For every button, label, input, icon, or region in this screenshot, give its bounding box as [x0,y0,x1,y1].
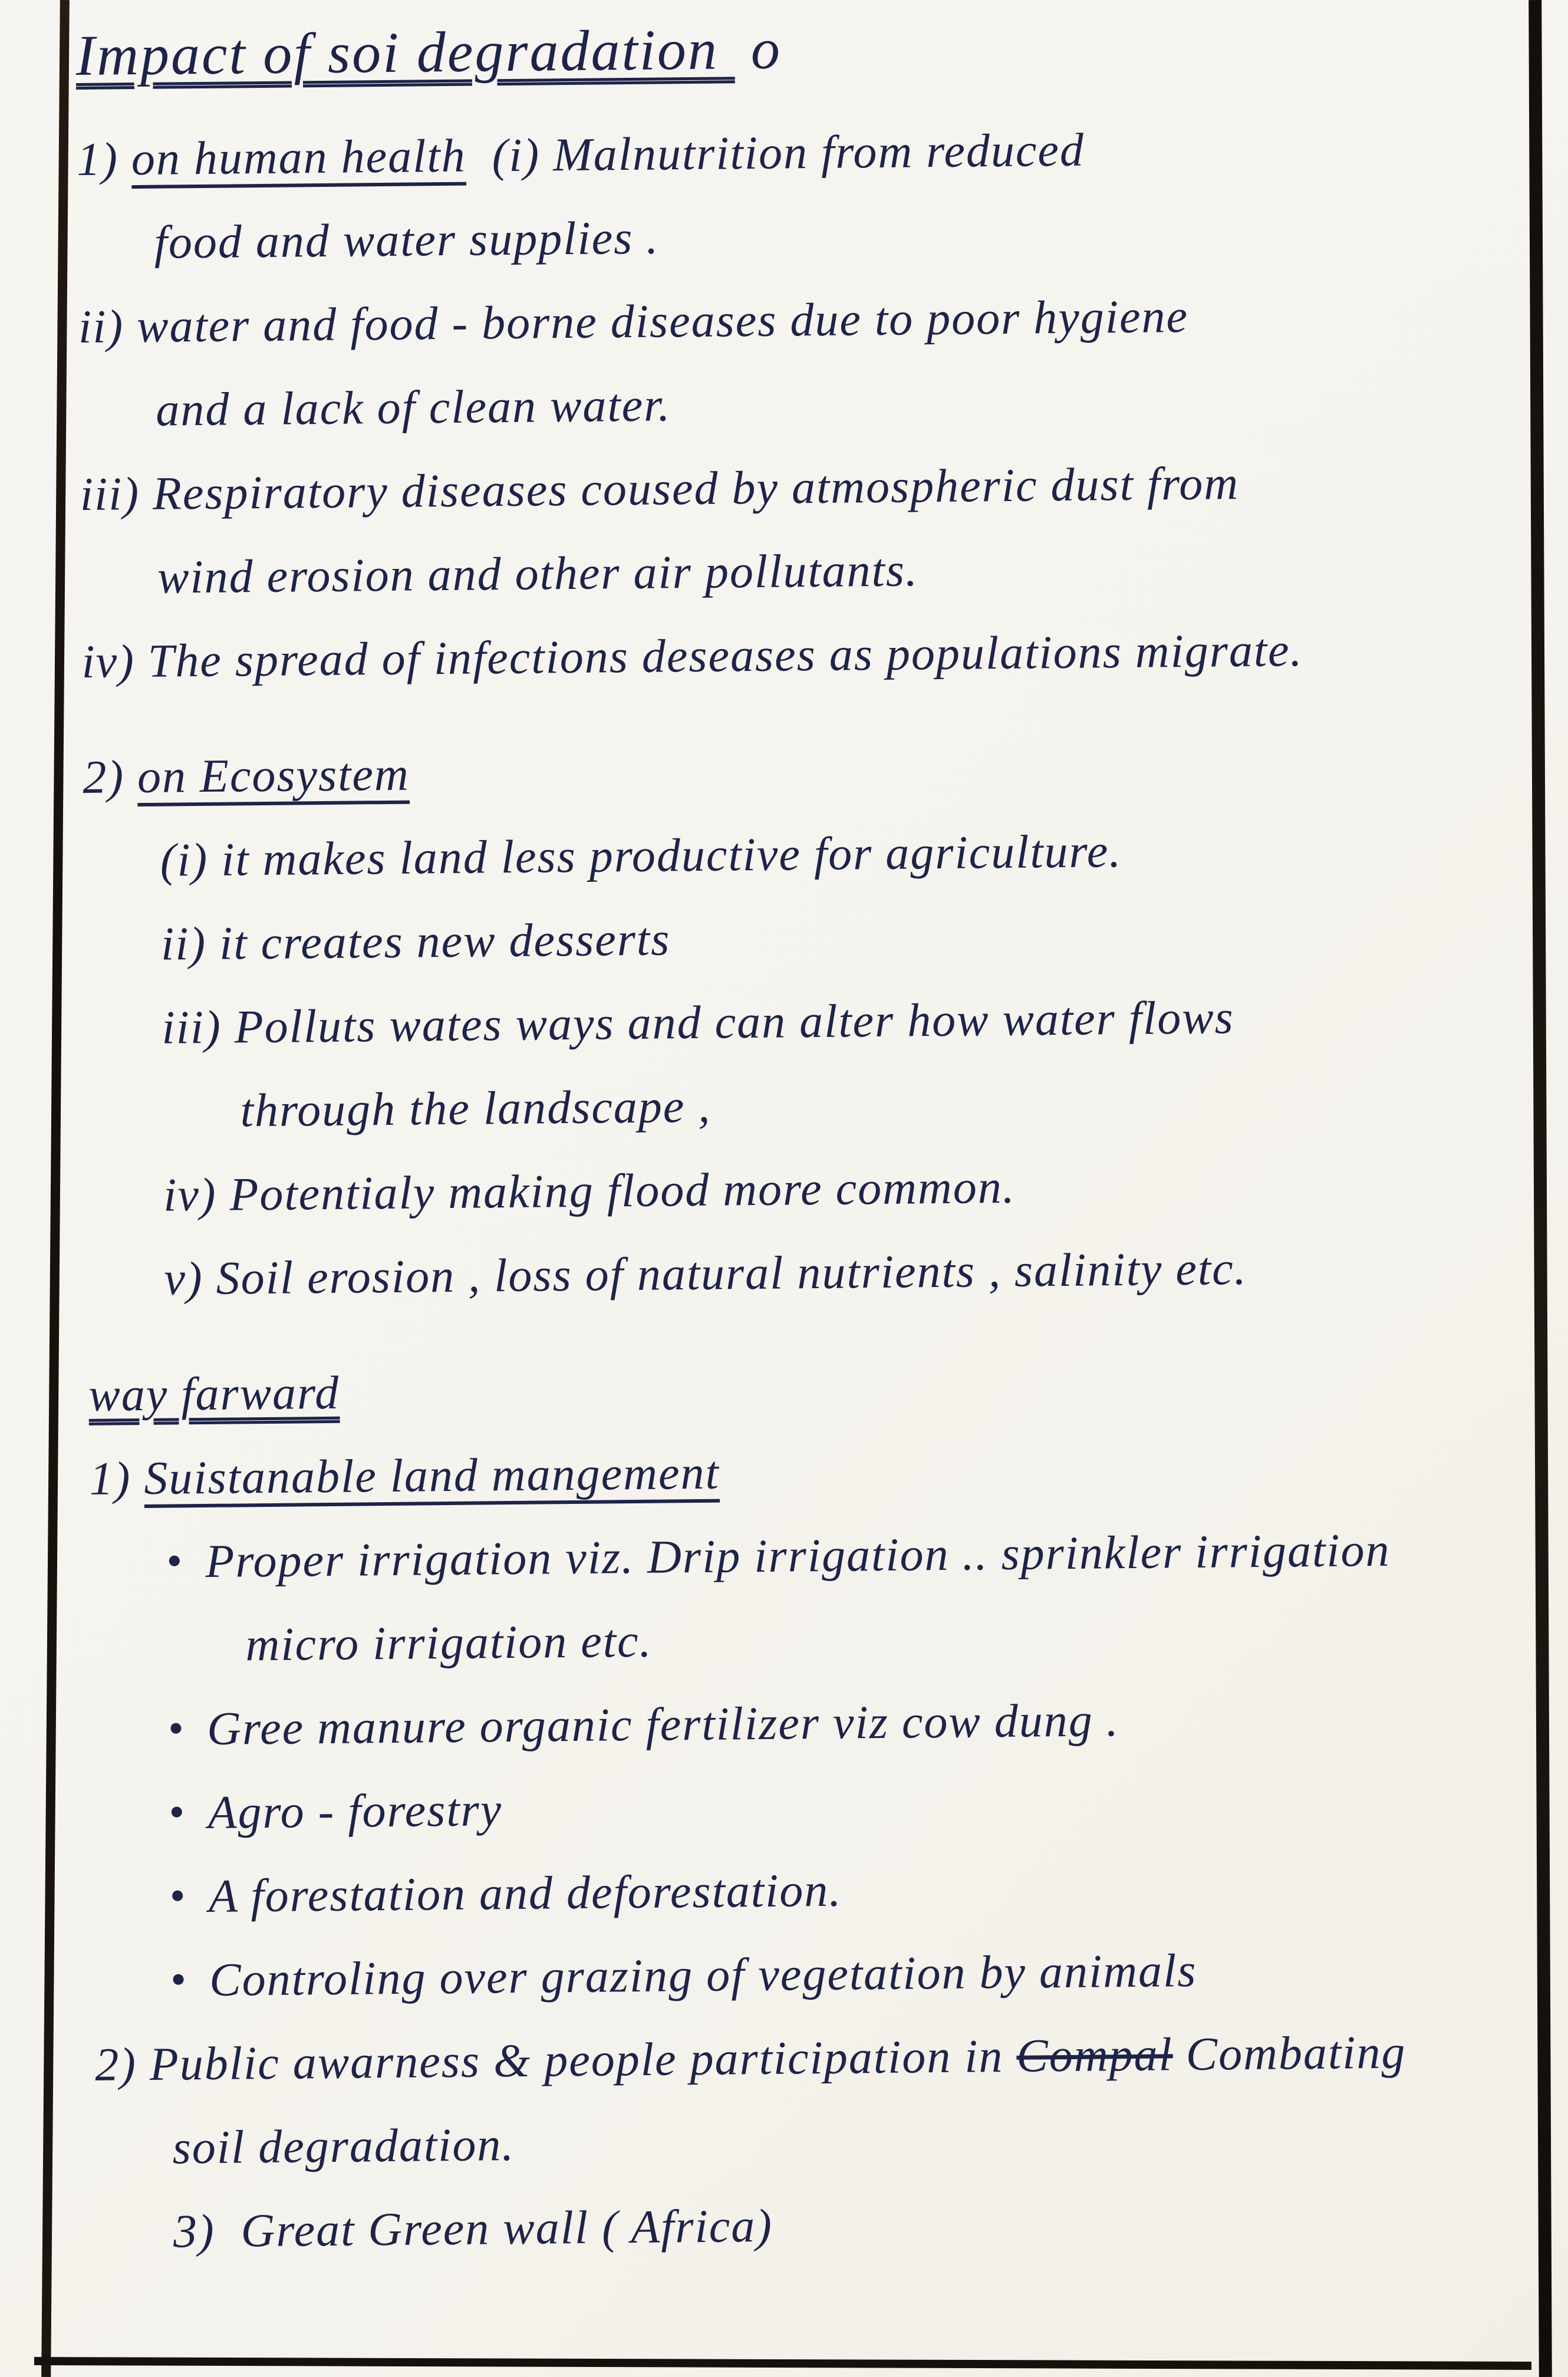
note-line [91,1687,1524,1759]
handwritten-text: 1) [76,133,132,186]
note-line [87,1236,1520,1309]
handwritten-text: iii) Respiratory diseases coused by atmospheric dust from [80,457,1240,521]
note-line [80,451,1513,524]
bullet-dot-icon: ● [170,1964,187,1993]
page-edge-left [41,0,70,2377]
bullet-dot-icon: ● [170,1881,187,1909]
note-line [83,734,1516,806]
handwritten-text: v) Soil erosion , loss of natural nutrients , salinity etc. [164,1242,1248,1305]
handwritten-text: Gree manure organic fertilizer viz cow dung . [206,1694,1120,1755]
handwritten-text: 2) [82,750,138,804]
note-line [97,2189,1530,2261]
note-line [93,1770,1526,1843]
handwritten-text: (i) Malnutrition from reduced [466,124,1085,182]
note-title-line [75,6,1508,93]
handwritten-text: through the landscape , [240,1080,711,1137]
handwritten-text: iii) Polluts wates ways and can alter how water flows [161,991,1235,1054]
note-line [94,1938,1527,2010]
handwritten-text: Combating [1172,2026,1406,2080]
handwritten-text: Impact of soi degradation [75,18,735,88]
handwritten-text: 2) Public awarness & people participation in [94,2030,1017,2091]
note-line [88,1352,1521,1424]
handwritten-text: soil degradation. [172,2118,515,2174]
note-line [93,1854,1526,1927]
note-line [90,1519,1523,1592]
handwritten-text: o [734,17,782,82]
handwritten-text: on Ecosystem [137,748,410,803]
note-line [89,1436,1522,1508]
note-line [95,2105,1529,2178]
bullet-dot-icon: ● [168,1713,185,1741]
handwritten-notes [75,6,1530,2287]
handwritten-text: A forestation and deforestation. [208,1864,842,1922]
page-edge-bottom [34,2357,1531,2370]
handwritten-text: Suistanable land mangement [143,1447,720,1504]
handwritten-text: 3) Great Green wall ( Africa) [173,2200,773,2258]
handwritten-text: ii) it creates new desserts [160,913,671,970]
handwritten-text: (i) it makes land less productive for agriculture. [160,825,1122,887]
note-line [77,200,1510,272]
bullet-dot-icon: ● [169,1797,186,1825]
crossed-out-word: Compal [1016,2028,1174,2082]
note-line [85,1069,1518,1141]
handwritten-text: iv) The spread of infections deseases as populations migrate. [81,624,1303,688]
handwritten-text: 1) [89,1452,144,1505]
note-line [79,367,1512,440]
handwritten-text: Controling over grazing of vegetation by animals [209,1944,1197,2006]
handwritten-text: iv) Potentialy making flood more common. [163,1161,1016,1222]
note-line [91,1603,1524,1675]
handwritten-text: Proper irrigation viz. Drip irrigation .. sprinkler irrigation [205,1524,1391,1588]
handwritten-text: ii) water and food - borne diseases due to poor hygiene [78,290,1189,353]
page-edge-right [1529,0,1552,2377]
note-line [81,618,1514,691]
note-line [95,2022,1528,2094]
note-line [85,985,1518,1058]
note-line [87,1153,1520,1225]
handwritten-text: food and water supplies . [154,212,660,269]
handwritten-text: way farward [88,1367,340,1421]
note-line [84,901,1517,974]
handwritten-text: micro irrigation etc. [245,1615,653,1671]
handwritten-text: wind erosion and other air pollutants. [157,544,919,604]
note-line [83,818,1516,890]
bullet-dot-icon: ● [166,1546,183,1574]
handwritten-text: on human health [131,130,467,185]
note-line [81,535,1514,607]
handwritten-text: and a lack of clean water. [155,378,671,436]
note-line [77,116,1510,189]
note-line [78,284,1511,356]
handwritten-text: Agro - forestry [207,1783,503,1839]
